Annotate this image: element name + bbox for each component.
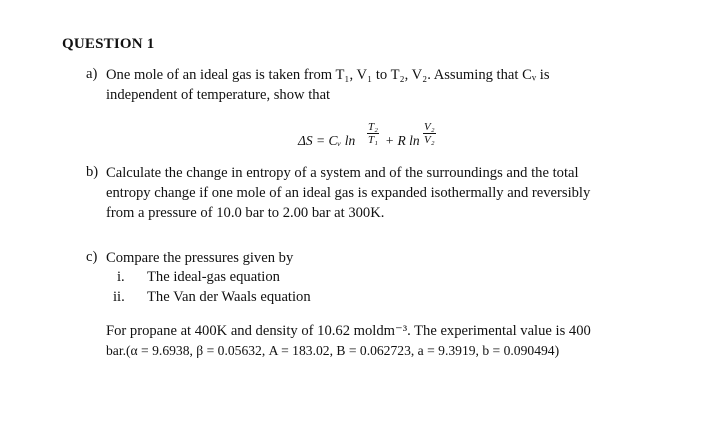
volume-fraction xyxy=(423,121,436,146)
part-b-line-3: from a pressure of 10.0 bar to 2.00 bar at 300K. xyxy=(106,205,385,221)
part-a-label: a) xyxy=(86,66,98,82)
part-b-label: b) xyxy=(86,164,99,180)
part-c-label: c) xyxy=(86,249,98,265)
part-c-paragraph-1: For propane at 400K and density of 10.62 moldm⁻³. The experimental value is 400 xyxy=(106,323,591,339)
part-b-line-1: Calculate the change in entropy of a system and of the surroundings and the total xyxy=(106,165,579,181)
equation-mid: + R ln xyxy=(385,133,420,148)
list-item-text: The ideal-gas equation xyxy=(147,269,280,285)
part-a-line-2: independent of temperature, show that xyxy=(106,87,331,103)
question-heading: QUESTION 1 xyxy=(62,36,155,52)
list-item-text: The Van der Waals equation xyxy=(147,289,311,305)
temperature-numerator: T₂ xyxy=(368,121,378,133)
part-a-line-1: One mole of an ideal gas is taken from T₁, V₁ to T₂, V₂. Assuming that Cᵥ is xyxy=(106,67,550,83)
part-b-line-2: entropy change if one mole of an ideal gas is expanded isothermally and reversibly xyxy=(106,185,591,201)
list-item-number: ii. xyxy=(113,289,125,305)
equation-lhs: ΔS = Cᵥ ln xyxy=(298,133,356,148)
volume-denominator: V₂ xyxy=(424,134,435,146)
list-item-number: i. xyxy=(117,269,125,285)
part-c-paragraph-2: bar.(α = 9.6938, β = 0.05632, A = 183.02, B = 0.062723, a = 9.3919, b = 0.090494) xyxy=(106,343,560,358)
temperature-denominator: T₁ xyxy=(368,134,378,146)
volume-numerator: V₂ xyxy=(424,121,435,133)
temperature-fraction xyxy=(367,121,379,146)
part-c-line-1: Compare the pressures given by xyxy=(106,250,294,266)
